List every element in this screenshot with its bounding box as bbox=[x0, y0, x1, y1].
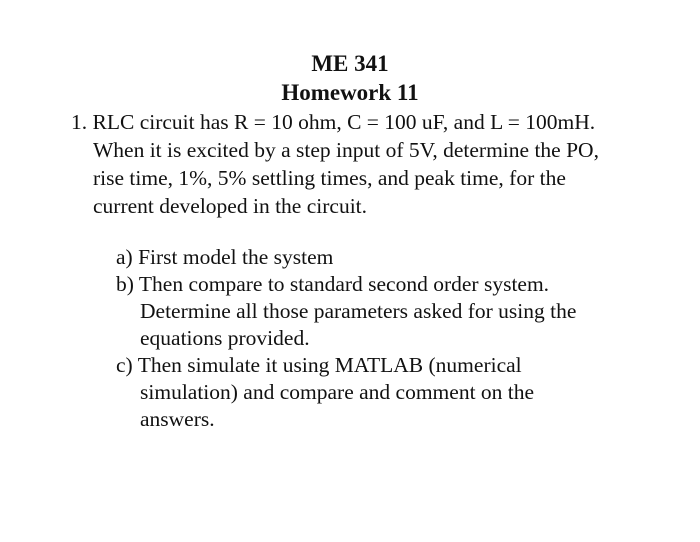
part-c bbox=[116, 352, 676, 433]
course-title: ME 341 bbox=[311, 51, 389, 76]
assignment-title: Homework 11 bbox=[281, 80, 419, 105]
part-c-line: c) Then simulate it using MATLAB (numerical bbox=[116, 353, 522, 377]
part-b bbox=[116, 271, 676, 352]
problem-line: 1. RLC circuit has R = 10 ohm, C = 100 uF, and L = 100mH. bbox=[71, 110, 596, 134]
problem-line: current developed in the circuit. bbox=[93, 194, 368, 218]
part-b-line: b) Then compare to standard second order system. bbox=[116, 272, 550, 296]
part-b-line: Determine all those parameters asked for using the bbox=[140, 299, 577, 323]
part-a bbox=[116, 244, 676, 271]
problem-line: When it is excited by a step input of 5V, determine the PO, bbox=[93, 138, 599, 162]
part-a-line: a) First model the system bbox=[116, 245, 334, 269]
part-c-line: simulation) and compare and comment on the bbox=[140, 380, 535, 404]
problem-line: rise time, 1%, 5% settling times, and peak time, for the bbox=[93, 166, 566, 190]
problem-parts bbox=[116, 244, 676, 433]
part-c-line: answers. bbox=[140, 407, 215, 431]
part-b-line: equations provided. bbox=[140, 326, 310, 350]
problem-1 bbox=[71, 108, 671, 220]
